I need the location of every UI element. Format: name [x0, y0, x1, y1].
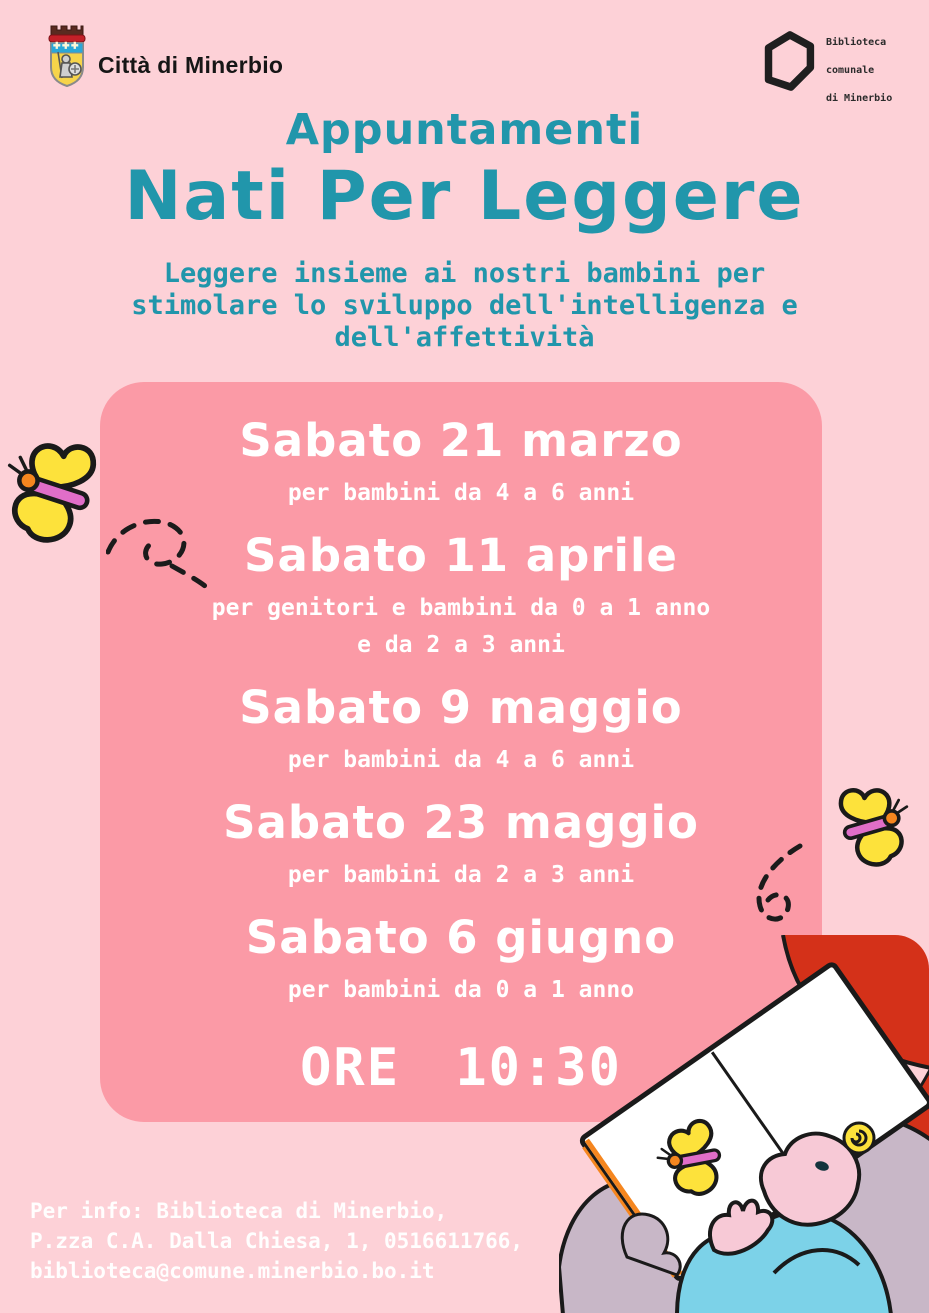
city-crest-icon	[42, 22, 92, 90]
library-logo-text	[826, 30, 892, 106]
event-time: ORE 10:30	[300, 1038, 622, 1098]
adult-reading-with-baby-icon	[559, 935, 929, 1313]
event-audience: per genitori e bambini da 0 a 1 anno	[211, 595, 711, 621]
event-item	[239, 410, 682, 509]
logo-line-2: comunale	[826, 65, 875, 76]
event-date: Sabato 11 aprile	[244, 529, 678, 582]
logo-line-1: Biblioteca	[826, 37, 887, 48]
contact-info	[30, 1196, 523, 1286]
reading-illustration	[559, 935, 929, 1313]
library-logo-icon	[762, 30, 816, 92]
event-audience: per bambini da 4 a 6 anni	[287, 747, 635, 773]
contact-line-1: Per info: Biblioteca di Minerbio,	[30, 1199, 448, 1223]
page-title: Nati Per Leggere	[124, 157, 805, 236]
city-name: Città di Minerbio	[98, 52, 284, 78]
event-item	[223, 792, 699, 891]
logo-line-3: di Minerbio	[826, 93, 893, 104]
contact-line-2: P.zza C.A. Dalla Chiesa, 1, 0516611766,	[30, 1229, 524, 1253]
event-item	[212, 525, 711, 661]
event-audience: per bambini da 2 a 3 anni	[287, 862, 635, 888]
event-date: Sabato 21 marzo	[239, 414, 683, 467]
event-date: Sabato 23 maggio	[223, 796, 699, 849]
butterfly-icon	[812, 776, 916, 878]
butterfly-icon	[0, 430, 128, 556]
kicker-title: Appuntamenti	[285, 105, 644, 155]
subtitle: Leggere insieme ai nostri bambini per stimolare lo sviluppo dell'intelligenza e dell'affettività	[131, 258, 798, 353]
contact-line-3: biblioteca@comune.minerbio.bo.it	[30, 1259, 435, 1283]
event-item	[239, 677, 682, 776]
butterfly-trail-icon	[748, 842, 810, 934]
event-audience: e da 2 a 3 anni	[357, 632, 565, 658]
event-date: Sabato 9 maggio	[239, 681, 683, 734]
event-audience: per bambini da 4 a 6 anni	[287, 480, 635, 506]
library-logo	[762, 30, 892, 106]
event-audience: per bambini da 0 a 1 anno	[287, 977, 635, 1003]
event-date: Sabato 6 giugno	[245, 911, 677, 964]
